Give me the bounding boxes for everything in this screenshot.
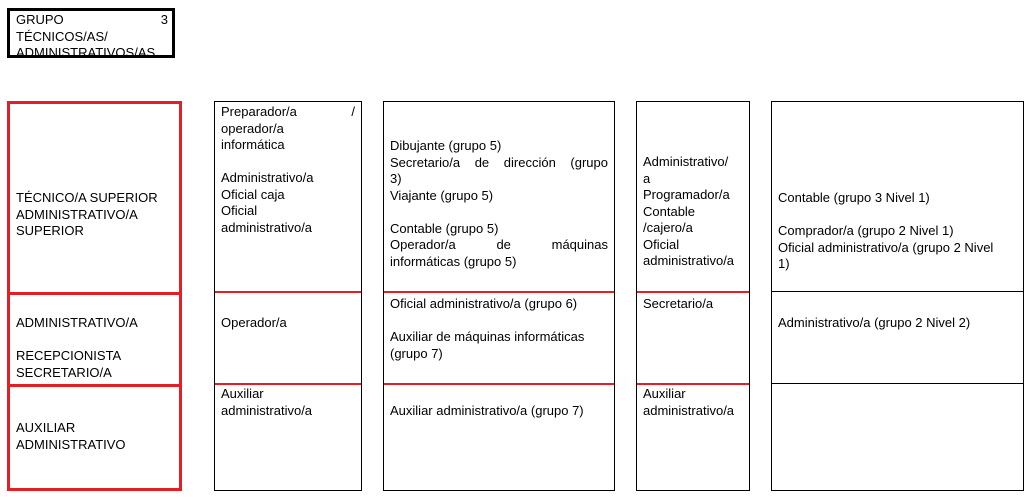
row-divider [384, 291, 614, 293]
col2-line: (grupo 7) [390, 345, 443, 361]
col1-auxiliar-cell [215, 386, 361, 419]
col1-line: operador/a [221, 120, 284, 136]
col2-line: Auxiliar de máquinas informáticas [390, 329, 585, 344]
col4-line: Comprador/a (grupo 2 Nivel 1) [778, 223, 954, 238]
col1-line: Auxiliar [221, 386, 264, 401]
col1-line: administrativo/a [221, 219, 313, 235]
category-line: TÉCNICO/A SUPERIOR [16, 190, 158, 205]
col2-line: Secretario/a de dirección (grupo [390, 154, 608, 170]
category-line: SECRETARIO/A [16, 364, 112, 380]
col1-line: informática [221, 137, 285, 152]
col3-superior-cell [637, 154, 749, 270]
col3-line: Administrativo/ [643, 154, 729, 169]
col2-line: Operador/a de máquinas [390, 237, 608, 252]
col2-line: informáticas (grupo 5) [390, 253, 517, 269]
category-auxiliar [10, 420, 179, 453]
col2-auxiliar-cell [384, 403, 614, 420]
col4-line: Oficial administrativo/a (grupo 2 Nivel [778, 239, 994, 255]
col3-administrativo-cell [637, 296, 749, 313]
equivalence-column-3 [636, 101, 750, 491]
category-column [7, 101, 182, 491]
col3-line: Contable [643, 203, 696, 219]
col3-line: Secretario/a [643, 296, 714, 311]
col1-line: Oficial [221, 203, 258, 218]
row-divider [215, 383, 361, 385]
col2-line: Viajante (grupo 5) [390, 187, 494, 203]
col1-line: administrativo/a [221, 402, 313, 418]
col3-line: Programador/a [643, 187, 730, 202]
col1-line: Preparador/a / [221, 104, 355, 119]
row-divider [10, 292, 179, 295]
category-line: ADMINISTRATIVO/A [16, 315, 138, 330]
category-superior [10, 190, 179, 240]
col2-line: 3) [390, 171, 402, 186]
col3-line: administrativo/a [643, 253, 735, 268]
col2-line: Oficial administrativo/a (grupo 6) [390, 296, 578, 311]
equivalence-column-4 [771, 101, 1024, 491]
col3-line: Oficial [643, 236, 680, 252]
col3-line: a [643, 170, 651, 186]
group-title-line-1: TÉCNICOS/AS/ [16, 28, 108, 44]
category-line: SUPERIOR [16, 223, 84, 238]
row-divider [10, 384, 179, 387]
row-divider [384, 383, 614, 385]
row-divider [637, 383, 749, 385]
col2-superior-cell [384, 138, 614, 270]
col4-administrativo-cell [772, 315, 1023, 332]
group-number: 3 [160, 12, 168, 27]
group-header-box [7, 8, 175, 58]
row-divider [772, 291, 1023, 292]
col1-line: Administrativo/a [221, 170, 314, 185]
col3-line: Auxiliar [643, 386, 686, 401]
col4-line: Contable (grupo 3 Nivel 1) [778, 190, 930, 205]
category-line: AUXILIAR [16, 420, 76, 435]
equivalence-column-2 [383, 101, 615, 491]
col1-line: Operador/a [221, 315, 287, 330]
category-line: ADMINISTRATIVO/A [16, 206, 138, 222]
col1-administrativo-cell [215, 315, 361, 332]
col2-line: Auxiliar administrativo/a (grupo 7) [390, 403, 584, 418]
col1-superior-cell [215, 104, 361, 236]
category-administrativo [10, 315, 179, 381]
category-line: RECEPCIONISTA [16, 348, 122, 363]
col3-line: /cajero/a [643, 220, 693, 235]
col3-auxiliar-cell [637, 386, 749, 419]
col2-line: Dibujante (grupo 5) [390, 138, 502, 153]
col2-line: Contable (grupo 5) [390, 220, 499, 236]
group-label: GRUPO [16, 12, 64, 27]
col3-line: administrativo/a [643, 402, 735, 418]
row-divider [637, 291, 749, 293]
equivalence-column-1 [214, 101, 362, 491]
col4-line: Administrativo/a (grupo 2 Nivel 2) [778, 315, 971, 330]
col4-superior-cell [772, 190, 1023, 273]
col2-administrativo-cell [384, 296, 614, 362]
col4-line: 1) [778, 256, 790, 271]
category-line: ADMINISTRATIVO [16, 436, 126, 452]
col1-line: Oficial caja [221, 186, 285, 202]
group-header-row [16, 12, 172, 29]
row-divider [215, 291, 361, 293]
row-divider [772, 383, 1023, 384]
group-title-line-2: ADMINISTRATIVOS/AS [16, 45, 156, 60]
